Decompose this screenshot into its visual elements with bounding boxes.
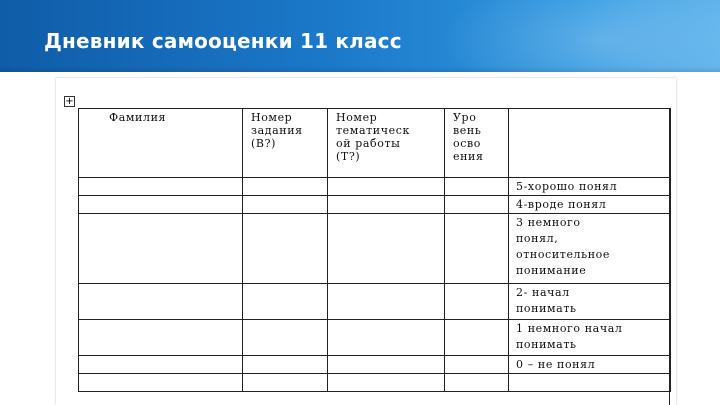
table-cell — [445, 214, 509, 284]
table-cell — [79, 178, 243, 196]
header-surname: Фамилия — [109, 111, 167, 124]
table-right-border — [669, 108, 676, 405]
table-row — [79, 374, 671, 392]
table-cell — [243, 214, 328, 284]
table-cell — [328, 320, 445, 356]
slide-title: Дневник самооценки 11 класс — [44, 29, 402, 53]
table-row — [79, 178, 671, 196]
scale-item: 1 немного начал понимать — [516, 322, 623, 351]
scale-cell — [509, 214, 671, 284]
header-thematic-work-cell — [328, 109, 445, 178]
table-cell — [243, 374, 328, 392]
table-cell — [445, 320, 509, 356]
header-scale-cell — [509, 109, 671, 178]
table-cell — [328, 178, 445, 196]
header-surname-cell — [79, 109, 243, 178]
scale-cell — [509, 196, 671, 214]
table-row — [79, 320, 671, 356]
table-cell — [79, 196, 243, 214]
table-row — [79, 214, 671, 284]
table-cell — [445, 356, 509, 374]
self-assessment-table — [78, 108, 671, 392]
table-cell — [445, 374, 509, 392]
banner-shadow — [0, 66, 720, 72]
header-mastery-level: Уро вень осво ения — [453, 111, 484, 163]
scale-cell — [509, 320, 671, 356]
table-cell — [79, 320, 243, 356]
header-task-number: Номер задания (В?) — [251, 111, 303, 150]
table-row — [79, 196, 671, 214]
table-cell — [243, 196, 328, 214]
table-cell — [79, 214, 243, 284]
table-row — [79, 284, 671, 320]
table-header-row — [79, 109, 671, 178]
scale-item: 5-хорошо понял — [516, 180, 618, 193]
table-cell — [243, 320, 328, 356]
table-cell — [243, 178, 328, 196]
header-thematic-work: Номер тематическ ой работы (Т?) — [336, 111, 410, 163]
scale-item: 4-вроде понял — [516, 198, 607, 211]
table-cell — [328, 356, 445, 374]
move-cross-icon[interactable]: + — [65, 96, 74, 107]
table-cell — [243, 356, 328, 374]
table-cell — [445, 196, 509, 214]
table-cell — [79, 284, 243, 320]
scale-cell — [509, 356, 671, 374]
table-cell — [328, 214, 445, 284]
table-row — [79, 356, 671, 374]
header-mastery-level-cell — [445, 109, 509, 178]
header-banner — [0, 0, 720, 72]
table-cell — [79, 356, 243, 374]
table-cell — [328, 284, 445, 320]
scale-item: 0 – не понял — [516, 358, 596, 371]
header-task-number-cell — [243, 109, 328, 178]
scale-cell — [509, 284, 671, 320]
self-assessment-table-image — [56, 78, 676, 405]
table-cell — [445, 284, 509, 320]
table-cell — [445, 178, 509, 196]
table-cell — [328, 374, 445, 392]
scale-item — [512, 374, 667, 375]
table-cell — [328, 196, 445, 214]
scale-cell — [509, 374, 671, 392]
table-cell — [79, 374, 243, 392]
table-cell — [243, 284, 328, 320]
scale-item: 2- начал понимать — [516, 286, 577, 315]
scale-item: 3 немного понял, относительное понимание — [516, 216, 610, 277]
scale-cell — [509, 178, 671, 196]
header-scale — [512, 109, 667, 111]
